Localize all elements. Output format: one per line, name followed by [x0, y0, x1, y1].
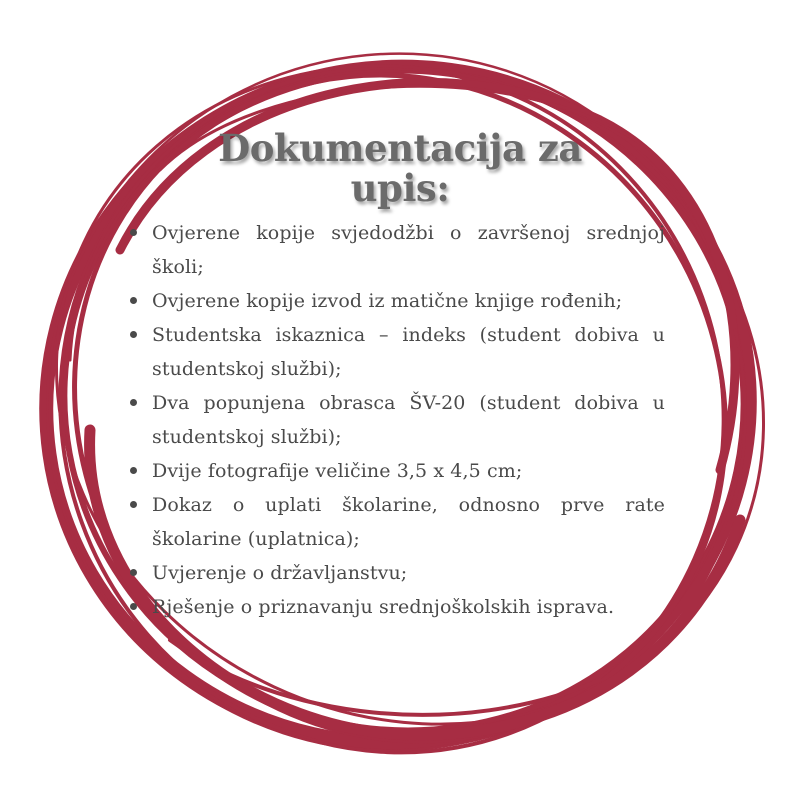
- list-item-text: Dva popunjena obrasca ŠV-20 (student dobiva u studentskoj službi);: [152, 392, 665, 448]
- list-item: [118, 318, 665, 386]
- bullet-dot-icon: [130, 331, 137, 338]
- list-item-text: Uvjerenje o državljanstvu;: [152, 562, 408, 584]
- bullet-dot-icon: [130, 501, 137, 508]
- list-item: [118, 386, 665, 454]
- bullet-dot-icon: [130, 603, 137, 610]
- bullet-dot-icon: [130, 229, 137, 236]
- list-item: [118, 284, 665, 318]
- bullet-dot-icon: [130, 297, 137, 304]
- list-item-text: Dvije fotografije veličine 3,5 x 4,5 cm;: [152, 460, 523, 482]
- list-item: [118, 454, 665, 488]
- document-list: [118, 216, 665, 624]
- list-item: [118, 556, 665, 590]
- bullet-dot-icon: [130, 569, 137, 576]
- list-item: [118, 488, 665, 556]
- list-item-text: Studentska iskaznica – indeks (student dobiva u studentskoj službi);: [152, 324, 665, 380]
- bullet-dot-icon: [130, 399, 137, 406]
- list-item: [118, 590, 665, 624]
- page-title: Dokumentacija za upis:: [218, 126, 582, 210]
- list-item-text: Ovjerene kopije izvod iz matične knjige rođenih;: [152, 290, 623, 312]
- bullet-dot-icon: [130, 467, 137, 474]
- list-item-text: Dokaz o uplati školarine, odnosno prve rate školarine (uplatnica);: [152, 494, 665, 550]
- list-item: [118, 216, 665, 284]
- list-item-text: Rješenje o priznavanju srednjoškolskih isprava.: [152, 596, 615, 618]
- list-item-text: Ovjerene kopije svjedodžbi o završenoj srednjoj školi;: [152, 222, 665, 278]
